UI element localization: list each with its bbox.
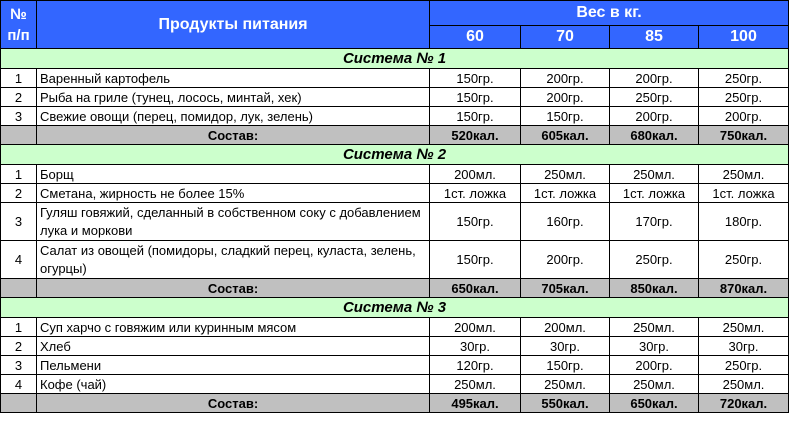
calorie-total: 850кал. [610, 279, 699, 298]
table-row [1, 241, 789, 279]
product-name: Борщ [37, 165, 430, 184]
total-row [1, 394, 789, 413]
weight-value: 250гр. [699, 88, 789, 107]
total-blank-cell [1, 126, 37, 145]
weight-value: 250гр. [610, 88, 699, 107]
row-number: 3 [1, 203, 37, 241]
calorie-total: 495кал. [430, 394, 521, 413]
total-label: Состав: [37, 279, 430, 298]
weight-value: 250мл. [699, 318, 789, 337]
weight-value: 200гр. [610, 356, 699, 375]
weight-value: 250гр. [699, 69, 789, 88]
column-header-weight-group: Вес в кг. [430, 1, 789, 26]
weight-value: 30гр. [521, 337, 610, 356]
weight-value: 250мл. [521, 165, 610, 184]
calorie-total: 750кал. [699, 126, 789, 145]
calorie-total: 520кал. [430, 126, 521, 145]
row-number: 2 [1, 337, 37, 356]
weight-value: 1ст. ложка [610, 184, 699, 203]
column-header-number-label: № п/п [7, 5, 30, 44]
weight-value: 1ст. ложка [521, 184, 610, 203]
calorie-total: 720кал. [699, 394, 789, 413]
table-row [1, 203, 789, 241]
total-label: Состав: [37, 394, 430, 413]
weight-value: 250гр. [699, 356, 789, 375]
column-header-product: Продукты питания [37, 1, 430, 49]
table-row [1, 69, 789, 88]
table-row [1, 337, 789, 356]
table-row [1, 318, 789, 337]
weight-value: 150гр. [430, 107, 521, 126]
weight-value: 250мл. [610, 375, 699, 394]
product-name: Салат из овощей (помидоры, сладкий перец, кулаcта, зелень, огурцы) [37, 241, 430, 279]
product-name: Пельмени [37, 356, 430, 375]
weight-value: 120гр. [430, 356, 521, 375]
weight-value: 150гр. [430, 69, 521, 88]
weight-value: 30гр. [699, 337, 789, 356]
column-header-number [1, 1, 37, 49]
weight-value: 250мл. [699, 165, 789, 184]
row-number: 1 [1, 69, 37, 88]
row-number: 3 [1, 356, 37, 375]
weight-value: 250мл. [610, 165, 699, 184]
row-number: 1 [1, 318, 37, 337]
product-name: Свежие овощи (перец, помидор, лук, зелень) [37, 107, 430, 126]
weight-value: 250мл. [521, 375, 610, 394]
product-name: Кофе (чай) [37, 375, 430, 394]
weight-value: 150гр. [521, 107, 610, 126]
section-title: Система № 2 [1, 145, 789, 165]
product-name: Суп харчо с говяжим или куринным мясом [37, 318, 430, 337]
weight-value: 150гр. [430, 241, 521, 279]
total-blank-cell [1, 279, 37, 298]
table-header [1, 1, 789, 49]
table-row [1, 375, 789, 394]
row-number: 4 [1, 241, 37, 279]
calorie-total: 680кал. [610, 126, 699, 145]
column-header-weight-70: 70 [521, 26, 610, 49]
total-row [1, 126, 789, 145]
table-row [1, 356, 789, 375]
weight-value: 200мл. [430, 165, 521, 184]
weight-value: 250мл. [610, 318, 699, 337]
section-row [1, 298, 789, 318]
weight-value: 250гр. [610, 241, 699, 279]
column-header-weight-85: 85 [610, 26, 699, 49]
weight-value: 1ст. ложка [699, 184, 789, 203]
product-name: Гуляш говяжий, сделанный в собственном соку с добавлением лука и моркови [37, 203, 430, 241]
calorie-total: 650кал. [610, 394, 699, 413]
product-name: Рыба на гриле (тунец, лосось, минтай, хек) [37, 88, 430, 107]
weight-value: 200мл. [521, 318, 610, 337]
weight-value: 150гр. [430, 88, 521, 107]
weight-value: 250гр. [699, 241, 789, 279]
section-row [1, 49, 789, 69]
weight-value: 160гр. [521, 203, 610, 241]
calorie-total: 550кал. [521, 394, 610, 413]
weight-value: 1ст. ложка [430, 184, 521, 203]
table-row [1, 165, 789, 184]
weight-value: 250мл. [430, 375, 521, 394]
total-label: Состав: [37, 126, 430, 145]
row-number: 2 [1, 184, 37, 203]
product-name: Варенный картофель [37, 69, 430, 88]
row-number: 1 [1, 165, 37, 184]
product-name: Сметана, жирность не более 15% [37, 184, 430, 203]
row-number: 3 [1, 107, 37, 126]
product-name: Хлеб [37, 337, 430, 356]
table-body [1, 49, 789, 413]
weight-value: 200гр. [610, 107, 699, 126]
weight-value: 30гр. [610, 337, 699, 356]
section-title: Система № 3 [1, 298, 789, 318]
calorie-total: 705кал. [521, 279, 610, 298]
row-number: 2 [1, 88, 37, 107]
calorie-total: 605кал. [521, 126, 610, 145]
total-blank-cell [1, 394, 37, 413]
weight-value: 200гр. [699, 107, 789, 126]
table-row [1, 88, 789, 107]
weight-value: 200мл. [430, 318, 521, 337]
table-row [1, 107, 789, 126]
section-row [1, 145, 789, 165]
weight-value: 170гр. [610, 203, 699, 241]
row-number: 4 [1, 375, 37, 394]
column-header-weight-60: 60 [430, 26, 521, 49]
section-title: Система № 1 [1, 49, 789, 69]
weight-value: 150гр. [521, 356, 610, 375]
weight-value: 200гр. [610, 69, 699, 88]
column-header-weight-100: 100 [699, 26, 789, 49]
weight-value: 200гр. [521, 69, 610, 88]
table-row [1, 184, 789, 203]
total-row [1, 279, 789, 298]
weight-value: 30гр. [430, 337, 521, 356]
weight-value: 200гр. [521, 88, 610, 107]
weight-value: 250мл. [699, 375, 789, 394]
calorie-total: 870кал. [699, 279, 789, 298]
weight-value: 180гр. [699, 203, 789, 241]
weight-value: 200гр. [521, 241, 610, 279]
calorie-total: 650кал. [430, 279, 521, 298]
weight-value: 150гр. [430, 203, 521, 241]
